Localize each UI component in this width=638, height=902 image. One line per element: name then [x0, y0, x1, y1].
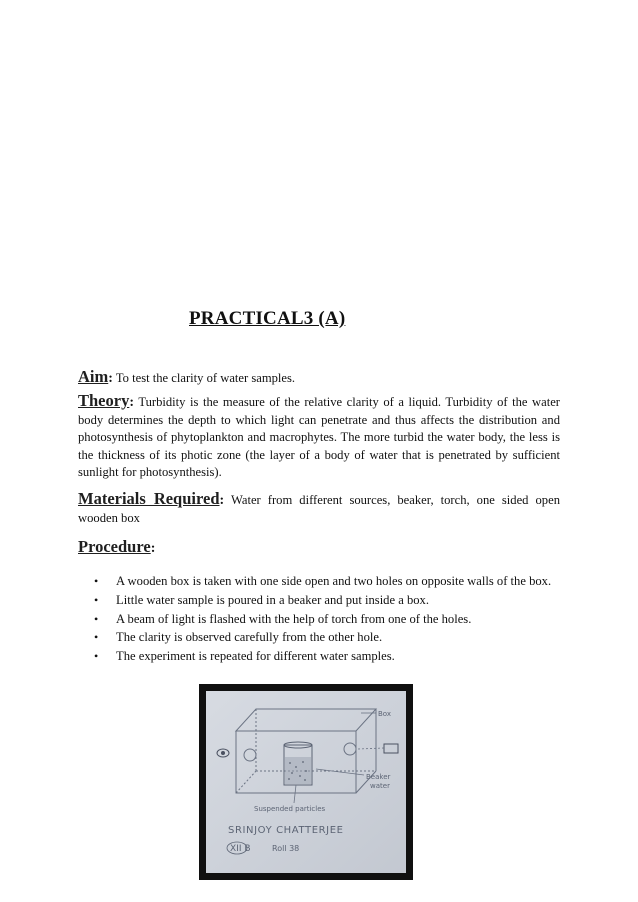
- materials-section: [78, 490, 560, 527]
- list-item: • A wooden box is taken with one side open and two holes on opposite walls of the box.: [78, 572, 568, 591]
- procedure-steps-list: [78, 572, 568, 666]
- experiment-diagram-photo: [206, 691, 406, 873]
- label-beaker: Beaker: [366, 773, 391, 781]
- label-suspended-particles: Suspended particles: [254, 805, 326, 813]
- hand-drawn-diagram: [206, 691, 406, 873]
- signature-roll: Roll 38: [272, 844, 300, 853]
- materials-heading: Materials Required: [78, 489, 220, 508]
- procedure-section: [78, 538, 560, 558]
- procedure-heading: Procedure: [78, 537, 151, 556]
- materials-colon: :: [219, 493, 225, 508]
- aim-text: To test the clarity of water samples.: [112, 371, 296, 385]
- list-item: • Little water sample is poured in a beaker and put inside a box.: [78, 591, 568, 610]
- list-item: • A beam of light is flashed with the help of torch from one of the holes.: [78, 610, 568, 629]
- page-title: PRACTICAL3 (A): [189, 308, 346, 329]
- theory-colon: :: [129, 395, 135, 410]
- theory-text: Turbidity is the measure of the relative clarity of a liquid. Turbidity of the water body determines the depth to which light can penetrate and thus affects the distribution and photosynthesis of phytoplankton and macrophytes. The more turbid the water body, the less is the thickness of its photic zone (the layer of a body of water that is penetrated by sufficient sunlight for photosynthesis).: [78, 395, 560, 480]
- theory-section: [78, 392, 560, 482]
- label-box: Box: [378, 710, 392, 718]
- theory-heading: Theory: [78, 391, 130, 410]
- signature-name: SRINJOY CHATTERJEE: [228, 825, 344, 836]
- list-item: • The clarity is observed carefully from the other hole.: [78, 628, 568, 647]
- signature-class: XII B: [230, 844, 251, 854]
- procedure-colon: :: [150, 541, 156, 556]
- materials-text: Water from different sources, beaker, torch, one sided open wooden box: [78, 493, 560, 525]
- label-water: water: [370, 782, 390, 790]
- aim-heading: Aim: [78, 367, 109, 386]
- aim-section: [78, 368, 560, 388]
- list-item: • The experiment is repeated for different water samples.: [78, 647, 568, 666]
- aim-colon: :: [108, 371, 113, 386]
- experiment-photo-frame: [199, 684, 413, 880]
